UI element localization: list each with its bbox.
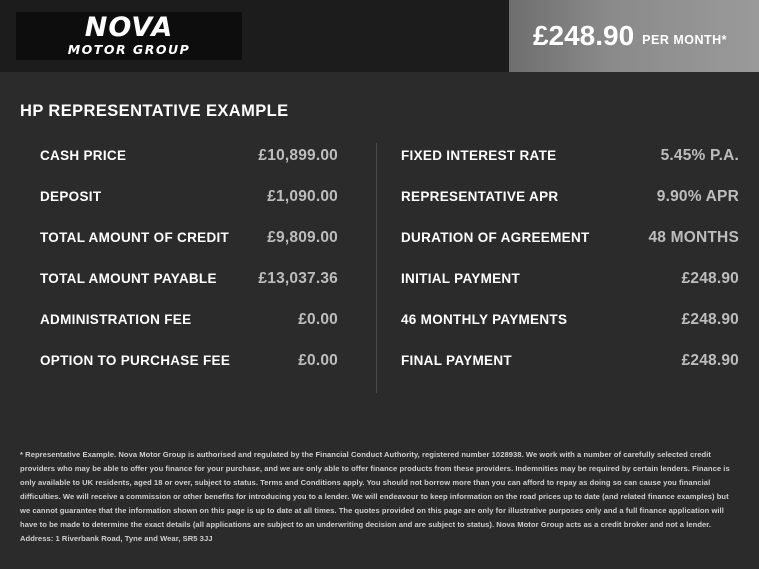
table-row — [20, 229, 358, 270]
row-label: TOTAL AMOUNT OF CREDIT — [40, 230, 230, 245]
row-label: INITIAL PAYMENT — [401, 271, 521, 286]
disclaimer-text: * Representative Example. Nova Motor Group is authorised and regulated by the Financial Conduct Authority, registered number 1028938. We work with a number of carefully selected credit providers who may be able to offer you finance for your purchase, and we are only able to offer finance products from these providers. Indemnities may be required by certain lenders. Finance is only available to UK residents, aged 18 or over, subject to status. Terms and Conditions apply. You should not borrow more than you can afford to repay as doing so can cause you financial difficulties. We will receive a commission or other benefits for introducing you to a lender. We will endeavour to keep information on the road prices up to date (and related finance examples) but we cannot guarantee that the information shown on this page is up to date at all times. The quotes provided on this page are only for illustrative purposes only and a full finance application will have to be made to determine the exact details (all applications are subject to an underwriting decision and are subject to status). Nova Motor Group acts as a credit broker and not a lender. Address: 1 Riverbank Road, Tyne and Wear, SR5 3JJ — [20, 450, 730, 544]
table-row — [401, 229, 739, 270]
row-label: TOTAL AMOUNT PAYABLE — [40, 271, 217, 286]
row-value: 9.90% APR — [656, 188, 739, 205]
finance-column-left — [20, 143, 376, 393]
table-row — [20, 270, 358, 311]
row-value: 48 MONTHS — [648, 229, 739, 246]
brand-logo — [16, 12, 242, 60]
row-label: FIXED INTEREST RATE — [401, 148, 557, 163]
row-value: £10,899.00 — [258, 147, 338, 164]
table-row — [20, 188, 358, 229]
row-label: FINAL PAYMENT — [401, 353, 512, 368]
logo-secondary-text: MOTOR GROUP — [67, 41, 191, 57]
table-row — [401, 270, 739, 311]
monthly-price-banner — [509, 0, 759, 72]
header-spacer — [242, 0, 509, 72]
monthly-price-period: PER MONTH* — [642, 33, 728, 47]
logo-primary-text: NOVA — [84, 11, 174, 43]
row-label: DEPOSIT — [40, 189, 102, 204]
table-row — [401, 147, 739, 188]
row-value: 5.45% P.A. — [660, 147, 739, 164]
row-value: £248.90 — [681, 352, 739, 369]
table-row — [401, 188, 739, 229]
table-row — [401, 352, 739, 393]
row-label: ADMINISTRATION FEE — [40, 312, 192, 327]
row-value: £1,090.00 — [267, 188, 338, 205]
finance-column-right — [376, 143, 739, 393]
monthly-price-amount: £248.90 — [532, 20, 635, 51]
page-header — [0, 0, 759, 72]
row-value: £248.90 — [681, 270, 739, 287]
page-title: HP REPRESENTATIVE EXAMPLE — [20, 102, 289, 120]
row-value: £9,809.00 — [267, 229, 338, 246]
table-row — [401, 311, 739, 352]
row-label: OPTION TO PURCHASE FEE — [40, 353, 231, 368]
row-label: CASH PRICE — [40, 148, 127, 163]
row-label: 46 MONTHLY PAYMENTS — [401, 312, 568, 327]
row-label: REPRESENTATIVE APR — [401, 189, 559, 204]
table-row — [20, 147, 358, 188]
finance-details-columns — [0, 143, 759, 393]
row-value: £0.00 — [298, 352, 338, 369]
row-value: £13,037.36 — [258, 270, 338, 287]
row-value: £248.90 — [681, 311, 739, 328]
table-row — [20, 352, 358, 393]
table-row — [20, 311, 358, 352]
row-label: DURATION OF AGREEMENT — [401, 230, 590, 245]
row-value: £0.00 — [298, 311, 338, 328]
